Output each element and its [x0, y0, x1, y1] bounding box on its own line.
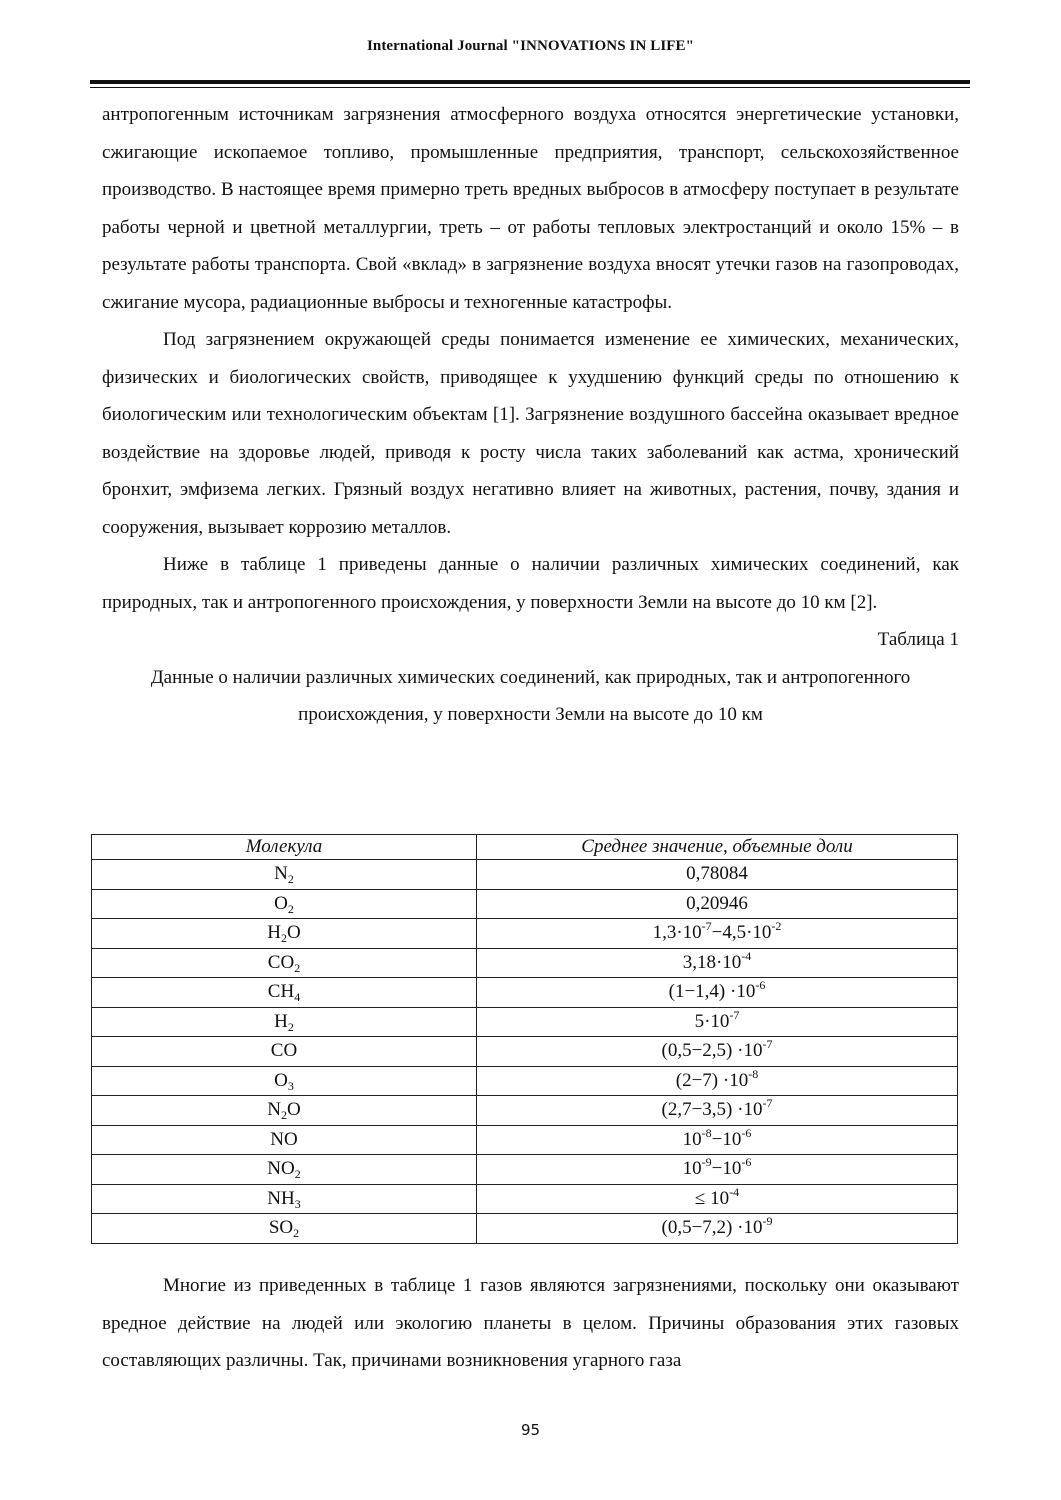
column-header-molecule: Молекула — [92, 835, 477, 860]
molecule-cell: $NO_2$ — [92, 1155, 477, 1185]
table-row — [92, 948, 958, 978]
molecule-cell: CO — [92, 1037, 477, 1067]
table-row — [92, 1214, 958, 1244]
main-text-continued — [102, 1267, 959, 1380]
value-cell: ≤ $10^{-4}$ — [477, 1184, 958, 1214]
table-body — [92, 860, 958, 1244]
molecule-cell: $O_3$ — [92, 1066, 477, 1096]
table-row — [92, 1096, 958, 1126]
main-text — [102, 96, 959, 734]
value-cell: $10^{-8}-10^{-6}$ — [477, 1125, 958, 1155]
molecule-cell: $N_2O$ — [92, 1096, 477, 1126]
value-cell: 0,78084 — [477, 860, 958, 890]
table-row — [92, 1125, 958, 1155]
molecule-cell: $H_2O$ — [92, 919, 477, 949]
molecule-cell: $SO_2$ — [92, 1214, 477, 1244]
table-row — [92, 889, 958, 919]
table-row — [92, 1007, 958, 1037]
molecule-cell: $CO_2$ — [92, 948, 477, 978]
gas-composition-table — [91, 834, 958, 1244]
value-cell: $(2-7) \cdot 10^{-8}$ — [477, 1066, 958, 1096]
molecule-cell: $NH_3$ — [92, 1184, 477, 1214]
table-row — [92, 1037, 958, 1067]
value-cell: 0,20946 — [477, 889, 958, 919]
paragraph-4: Многие из приведенных в таблице 1 газов являются загрязнениями, поскольку они оказывают вредное действие на людей или экологию планеты в целом. Причины образования этих газовых составляющих различны. Так, причинами возникновения угарного газа — [102, 1275, 959, 1371]
table-caption-line-2: происхождения, у поверхности Земли на высоте до 10 км — [298, 704, 763, 725]
header-rule-thick — [90, 80, 970, 84]
table-row — [92, 860, 958, 890]
paragraph-2: Под загрязнением окружающей среды понимается изменение ее химических, механических, физических и биологических свойств, приводящее к ухудшению функций среды по отношению к биологическим или технологическим объектам [1]. Загрязнение воздушного бассейна оказывает вредное воздействие на здоровье людей, приводя к росту числа таких заболеваний как астма, хронический бронхит, эмфизема легких. Грязный воздух негативно влияет на животных, растения, почву, здания и сооружения, вызывает коррозию металлов. — [102, 329, 959, 538]
value-cell: $(0,5-7,2) \cdot 10^{-9}$ — [477, 1214, 958, 1244]
molecule-cell: NO — [92, 1125, 477, 1155]
table-row — [92, 1066, 958, 1096]
molecule-cell: $N_2$ — [92, 860, 477, 890]
paragraph-3: Ниже в таблице 1 приведены данные о наличии различных химических соединений, как природных, так и антропогенного происхождения, у поверхности Земли на высоте до 10 км [2]. — [102, 554, 959, 613]
table-row — [92, 1155, 958, 1185]
table-header-row — [92, 835, 958, 860]
molecule-cell: $H_2$ — [92, 1007, 477, 1037]
table-row — [92, 978, 958, 1008]
table-label: Таблица 1 — [877, 629, 959, 650]
column-header-value: Среднее значение, объемные доли — [477, 835, 958, 860]
table-row — [92, 1184, 958, 1214]
paragraph-1: антропогенным источникам загрязнения атмосферного воздуха относятся энергетические установки, сжигающие ископаемое топливо, промышленные предприятия, транспорт, сельскохозяйственное производство. В настоящее время примерно треть вредных выбросов в атмосферу поступает в результате работы черной и цветной металлургии, треть – от работы тепловых электростанций и около 15% – в результате работы транспорта. Свой «вклад» в загрязнение воздуха вносят утечки газов на газопроводах, сжигание мусора, радиационные выбросы и техногенные катастрофы. — [102, 104, 959, 313]
journal-title: International Journal "INNOVATIONS IN LIFE" — [366, 38, 695, 54]
value-cell: $(1-1,4) \cdot 10^{-6}$ — [477, 978, 958, 1008]
value-cell: $(2,7-3,5) \cdot 10^{-7}$ — [477, 1096, 958, 1126]
molecule-cell: $O_2$ — [92, 889, 477, 919]
molecule-cell: $CH_4$ — [92, 978, 477, 1008]
page-number: 95 — [520, 1421, 541, 1439]
value-cell: $3,18\cdot 10^{-4}$ — [477, 948, 958, 978]
value-cell: $10^{-9}-10^{-6}$ — [477, 1155, 958, 1185]
value-cell: $(0,5-2,5) \cdot 10^{-7}$ — [477, 1037, 958, 1067]
value-cell: $5\cdot 10^{-7}$ — [477, 1007, 958, 1037]
value-cell: $1,3\cdot 10^{-7}-4,5\cdot 10^{-2}$ — [477, 919, 958, 949]
table-row — [92, 919, 958, 949]
table-caption-line-1: Данные о наличии различных химических соединений, как природных, так и антропогенного — [150, 666, 911, 688]
header-rule-thin — [90, 87, 970, 88]
